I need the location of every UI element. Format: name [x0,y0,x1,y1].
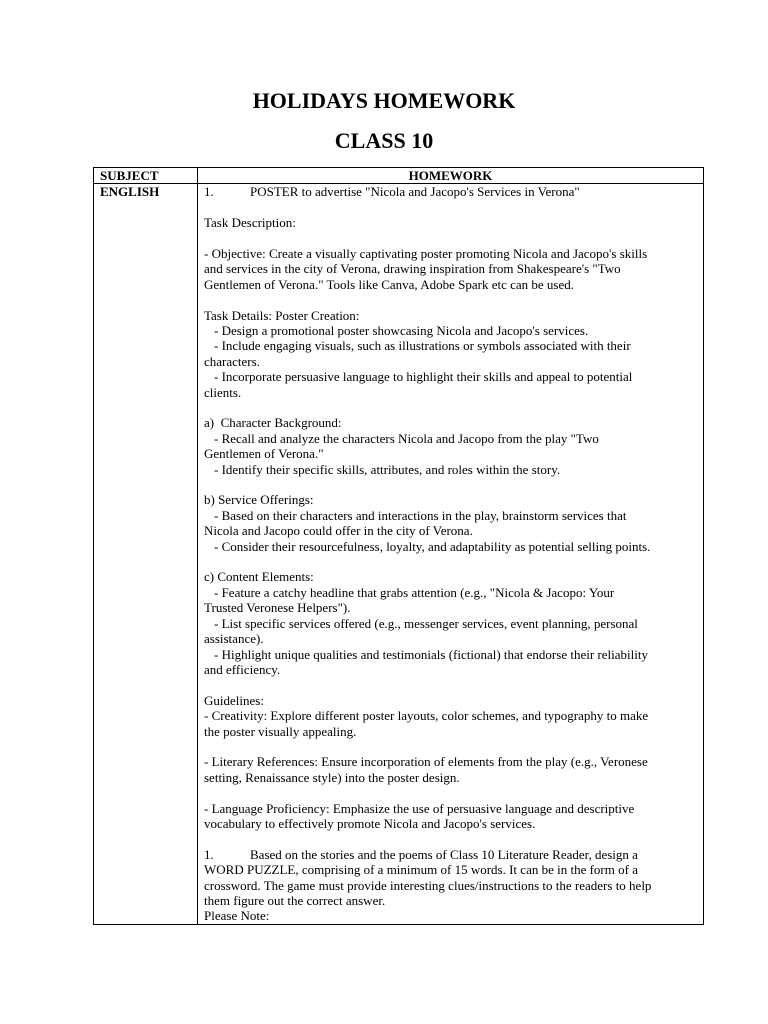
page-title: HOLIDAYS HOMEWORK [252,88,516,113]
subject-column-header: SUBJECT [94,168,198,184]
section-a-line: Gentlemen of Verona." [204,446,324,462]
homework-table [93,167,704,925]
homework-cell [198,184,704,924]
section-a-label: a) Character Background: [204,415,342,431]
class-label: CLASS 10 [334,128,434,153]
section-c-line: Trusted Veronese Helpers"). [204,600,351,616]
guidelines-label: Guidelines: [204,692,264,708]
section-c-line: and efficiency. [204,661,281,677]
task2-number: 1. [204,846,214,862]
details-line: - Include engaging visuals, such as illustrations or symbols associated with their [214,338,631,354]
section-c-line: - Highlight unique qualities and testimonials (fictional) that endorse their reliability [214,646,648,662]
task2-line: them figure out the correct answer. [204,892,386,908]
details-line: clients. [204,384,242,400]
guideline-line: vocabulary to effectively promote Nicola and Jacopo's services. [204,815,536,831]
section-a-line: - Identify their specific skills, attributes, and roles within the story. [214,461,561,477]
section-a-line: - Recall and analyze the characters Nicola and Jacopo from the play "Two [214,430,599,446]
guideline-line: the poster visually appealing. [204,723,357,739]
section-b-line: - Consider their resourcefulness, loyalty, and adaptability as potential selling points. [214,538,651,554]
details-line: - Incorporate persuasive language to highlight their skills and appeal to potential [214,369,633,385]
task2-line: WORD PUZZLE, comprising of a minimum of 15 words. It can be in the form of a [204,862,638,878]
objective-line: Gentlemen of Verona." Tools like Canva, Adobe Spark etc can be used. [204,276,574,292]
table-header-row [94,168,704,184]
details-line: - Design a promotional poster showcasing Nicola and Jacopo's services. [214,323,589,339]
details-line: characters. [204,353,260,369]
objective-line: and services in the city of Verona, drawing inspiration from Shakespeare's "Two [204,261,621,277]
task1-title: POSTER to advertise "Nicola and Jacopo's Services in Verona" [250,184,580,200]
section-c-label: c) Content Elements: [204,569,314,585]
section-b-line: Nicola and Jacopo could offer in the city of Verona. [204,523,473,539]
homework-column-header: HOMEWORK [198,168,704,184]
task1-heading [204,184,697,199]
task1-number: 1. [204,184,214,200]
task-details-label: Task Details: Poster Creation: [204,307,360,323]
task2-line: crossword. The game must provide interesting clues/instructions to the readers to help [204,877,652,893]
subject-cell: ENGLISH [94,184,198,924]
section-c-line: - List specific services offered (e.g., messenger services, event planning, personal [214,615,638,631]
guideline-line: setting, Renaissance style) into the poster design. [204,769,460,785]
guideline-line: - Creativity: Explore different poster layouts, color schemes, and typography to make [204,708,649,724]
section-b-line: - Based on their characters and interactions in the play, brainstorm services that [214,507,627,523]
task2-text: Based on the stories and the poems of Class 10 Literature Reader, design a [250,846,638,862]
task2-line [204,847,697,862]
section-c-line: - Feature a catchy headline that grabs attention (e.g., "Nicola & Jacopo: Your [214,584,615,600]
table-row [94,184,704,924]
objective-line: - Objective: Create a visually captivating poster promoting Nicola and Jacopo's skills [204,246,648,261]
task-description-label: Task Description: [204,215,296,231]
section-c-line: assistance). [204,631,264,647]
please-note-label: Please Note: [204,908,270,924]
guideline-line: - Literary References: Ensure incorporation of elements from the play (e.g., Veronese [204,754,648,770]
section-b-label: b) Service Offerings: [204,492,314,508]
guideline-line: - Language Proficiency: Emphasize the use of persuasive language and descriptive [204,800,635,816]
